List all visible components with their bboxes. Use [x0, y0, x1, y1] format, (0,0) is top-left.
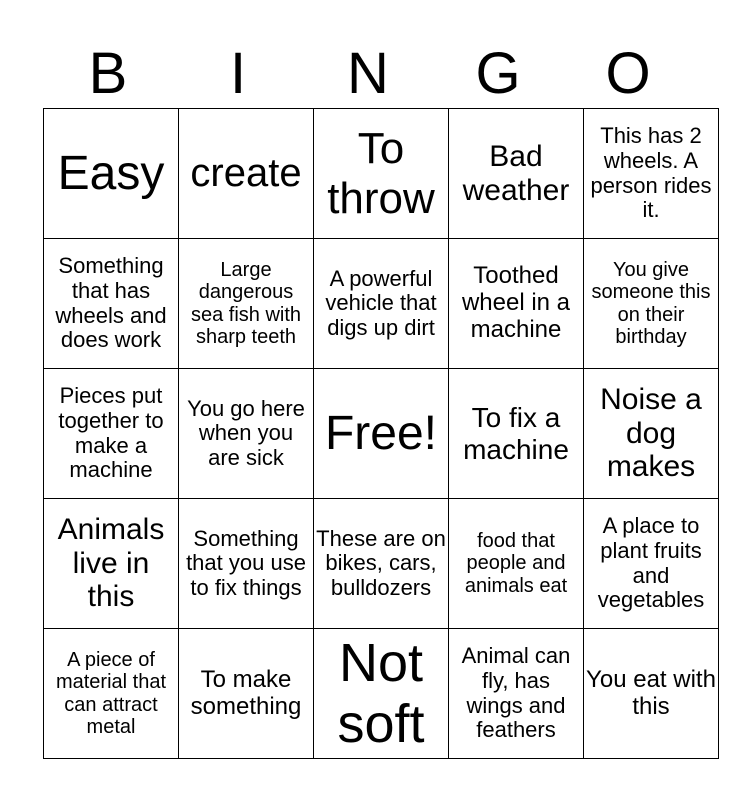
grid-row [44, 109, 719, 239]
free-space-cell[interactable]: Free! [314, 369, 449, 499]
header-letter-o: O [605, 41, 651, 106]
bingo-cell[interactable]: To make something [179, 629, 314, 759]
bingo-cell[interactable]: Large dangerous sea fish with sharp teeth [179, 239, 314, 369]
bingo-cell[interactable]: A powerful vehicle that digs up dirt [314, 239, 449, 369]
header-letter-n: N [347, 41, 389, 106]
bingo-cell[interactable]: Animals live in this [44, 499, 179, 629]
bingo-cell[interactable]: Noise a dog makes [584, 369, 719, 499]
bingo-cell[interactable]: Not soft [314, 629, 449, 759]
header-letter-i: I [229, 41, 247, 106]
bingo-cell[interactable]: food that people and animals eat [449, 499, 584, 629]
bingo-cell[interactable]: Something that has wheels and does work [44, 239, 179, 369]
bingo-cell[interactable]: A piece of material that can attract metal [44, 629, 179, 759]
bingo-grid [43, 108, 719, 759]
bingo-header [43, 40, 693, 108]
grid-row [44, 629, 719, 759]
bingo-cell[interactable]: You give someone this on their birthday [584, 239, 719, 369]
bingo-cell[interactable]: Something that you use to fix things [179, 499, 314, 629]
bingo-cell[interactable]: You go here when you are sick [179, 369, 314, 499]
bingo-cell[interactable]: This has 2 wheels. A person rides it. [584, 109, 719, 239]
bingo-cell[interactable]: Pieces put together to make a machine [44, 369, 179, 499]
bingo-cell[interactable]: To fix a machine [449, 369, 584, 499]
header-letter-b: B [88, 41, 128, 106]
bingo-cell[interactable]: create [179, 109, 314, 239]
grid-row [44, 239, 719, 369]
bingo-cell[interactable]: To throw [314, 109, 449, 239]
bingo-cell[interactable]: Animal can fly, has wings and feathers [449, 629, 584, 759]
bingo-cell[interactable]: Bad weather [449, 109, 584, 239]
bingo-cell[interactable]: Toothed wheel in a machine [449, 239, 584, 369]
grid-row [44, 499, 719, 629]
bingo-cell[interactable]: A place to plant fruits and vegetables [584, 499, 719, 629]
grid-row [44, 369, 719, 499]
bingo-cell[interactable]: These are on bikes, cars, bulldozers [314, 499, 449, 629]
header-letter-g: G [475, 41, 521, 106]
bingo-cell[interactable]: Easy [44, 109, 179, 239]
bingo-cell[interactable]: You eat with this [584, 629, 719, 759]
